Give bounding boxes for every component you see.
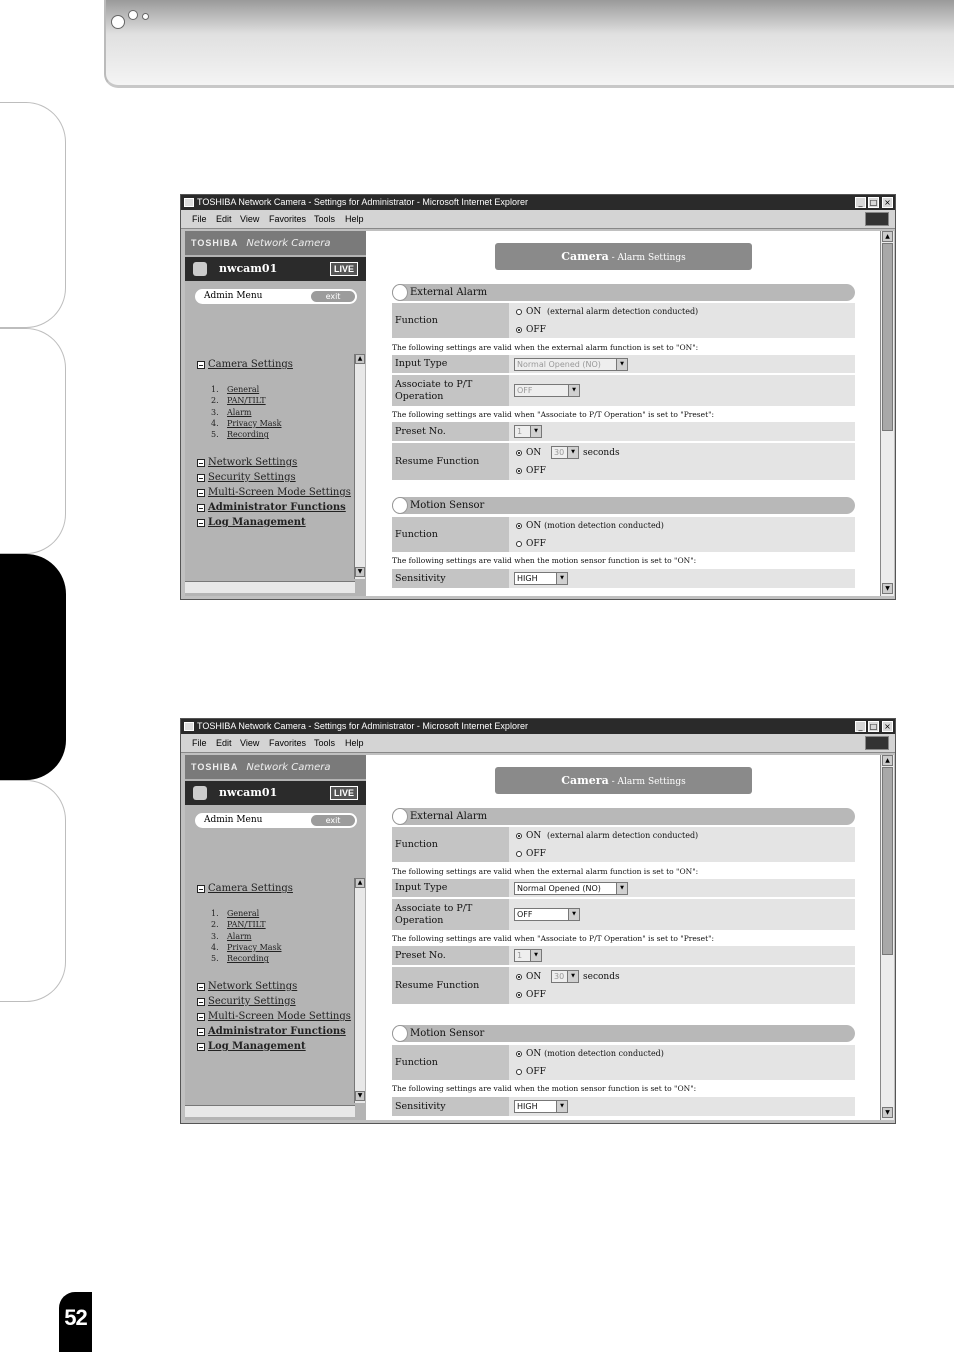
camera-name-bar [185, 781, 366, 805]
scroll-down-icon[interactable]: ▼ [355, 1091, 365, 1101]
collapse-icon[interactable] [197, 885, 205, 893]
bubble-decoration [128, 10, 138, 20]
collapse-icon[interactable] [197, 459, 205, 467]
label-preset: Preset No. [392, 422, 509, 441]
label-resume: Resume Function [392, 967, 509, 1004]
camera-icon [193, 262, 207, 276]
nav-sub-privacy-mask[interactable]: 4. Privacy Mask [211, 418, 282, 428]
dropdown-arrow-icon[interactable]: ▼ [568, 909, 579, 920]
row-sensitivity [392, 1097, 855, 1117]
section-motion-sensor: Motion Sensor [392, 1025, 855, 1042]
scroll-down-icon[interactable]: ▼ [355, 567, 365, 577]
label-input-type: Input Type [392, 879, 509, 897]
dropdown-arrow-icon[interactable]: ▼ [556, 573, 567, 584]
row-ext-function [392, 827, 855, 863]
collapse-icon[interactable] [197, 519, 205, 527]
bubble-decoration [111, 15, 125, 29]
minimize-icon[interactable]: _ [855, 197, 866, 208]
windows-logo-icon [865, 212, 889, 226]
select-assoc-pt[interactable]: OFF ▼ [514, 384, 580, 397]
radio-ext-off[interactable]: OFF [516, 849, 546, 859]
collapse-icon[interactable] [197, 504, 205, 512]
maximize-icon[interactable]: □ [869, 722, 878, 731]
label-sensitivity: Sensitivity [392, 1097, 509, 1116]
menu-edit[interactable]: Edit [216, 214, 232, 224]
collapse-icon[interactable] [197, 1013, 205, 1021]
nav-multi-screen[interactable]: Multi-Screen Mode Settings [197, 487, 351, 498]
window-titlebar [181, 195, 895, 210]
exit-button[interactable]: exit [311, 291, 355, 302]
nav-camera-settings[interactable]: Camera Settings [197, 359, 293, 370]
select-resume-seconds[interactable]: 30 ▼ [551, 970, 579, 983]
menu-edit[interactable]: Edit [216, 738, 232, 748]
content-scrollbar[interactable] [880, 755, 894, 1120]
scroll-up-icon[interactable]: ▲ [355, 878, 365, 888]
radio-icon[interactable] [516, 523, 522, 529]
section-circle-icon [392, 808, 408, 825]
nav-security-settings[interactable]: Security Settings [197, 996, 296, 1007]
label-assoc-pt: Associate to P/T Operation [392, 375, 509, 406]
menu-tools[interactable]: Tools [314, 214, 336, 224]
nav-admin-functions[interactable]: Administrator Functions [197, 502, 346, 513]
radio-icon[interactable] [516, 1069, 522, 1075]
row-assoc-pt [392, 375, 855, 407]
sidebar-scrollbar[interactable] [354, 354, 365, 579]
note-motion: The following settings are valid when the motion sensor function is set to "ON": [392, 1084, 697, 1093]
live-button[interactable]: LIVE [330, 786, 358, 800]
brand-bar [185, 755, 366, 779]
nav-log-management[interactable]: Log Management [197, 517, 306, 528]
row-preset [392, 946, 855, 966]
side-tab-active [0, 554, 66, 780]
side-tab [0, 328, 66, 554]
radio-motion-on[interactable]: ON (motion detection conducted) [516, 521, 664, 531]
nav-network-settings[interactable]: Network Settings [197, 981, 297, 992]
scroll-up-icon[interactable]: ▲ [882, 755, 893, 766]
close-icon[interactable]: × [882, 197, 893, 208]
select-resume-seconds[interactable]: 30 ▼ [551, 446, 579, 459]
nav-sub-general[interactable]: 1. General [211, 909, 260, 918]
nav-log-management[interactable]: Log Management [197, 1041, 306, 1052]
ie-app-icon [184, 722, 194, 731]
row-input-type [392, 355, 855, 374]
page-number: 52 [59, 1292, 92, 1352]
radio-icon[interactable] [516, 851, 522, 857]
radio-motion-on[interactable]: ON (motion detection conducted) [516, 1049, 664, 1059]
window-titlebar [181, 719, 895, 734]
select-sensitivity[interactable]: HIGH ▼ [514, 1100, 568, 1113]
label-assoc-pt: Associate to P/T Operation [392, 899, 509, 930]
radio-motion-off[interactable]: OFF [516, 1067, 546, 1077]
radio-ext-on[interactable]: ON (external alarm detection conducted) [516, 307, 698, 317]
sidebar-scrollbar[interactable] [354, 878, 365, 1103]
menu-view[interactable]: View [240, 214, 260, 224]
window-title: TOSHIBA Network Camera - Settings for Administrator - Microsoft Internet Explorer [197, 197, 528, 207]
section-external-alarm: External Alarm [392, 808, 855, 825]
menu-tools[interactable]: Tools [314, 738, 336, 748]
nav-security-settings[interactable]: Security Settings [197, 472, 296, 483]
side-tab [0, 102, 66, 328]
row-motion-function [392, 1045, 855, 1081]
collapse-icon[interactable] [197, 998, 205, 1006]
row-input-type [392, 879, 855, 898]
menu-file[interactable]: File [192, 214, 207, 224]
admin-sidebar [185, 755, 366, 1120]
note-preset: The following settings are valid when "Associate to P/T Operation" is set to "Preset": [392, 410, 715, 419]
nav-sub-general[interactable]: 1. General [211, 385, 260, 394]
camera-name-bar [185, 257, 366, 281]
radio-icon[interactable] [516, 992, 522, 998]
dropdown-arrow-icon[interactable]: ▼ [530, 426, 541, 437]
admin-menu-label: Admin Menu [204, 291, 263, 301]
label-input-type: Input Type [392, 355, 509, 373]
note-external-alarm: The following settings are valid when the external alarm function is set to "ON": [392, 343, 699, 352]
menu-favorites[interactable]: Favorites [269, 214, 307, 224]
radio-resume-on[interactable]: ON [516, 972, 541, 982]
label-function: Function [392, 1045, 509, 1080]
browser-window-1 [180, 194, 896, 600]
browser-window-2 [180, 718, 896, 1124]
row-resume [392, 967, 855, 1005]
dropdown-arrow-icon[interactable]: ▼ [530, 950, 541, 961]
camera-sub-list [211, 908, 282, 964]
nav-network-settings[interactable]: Network Settings [197, 457, 297, 468]
close-icon[interactable]: × [882, 721, 893, 732]
settings-content [366, 755, 880, 1120]
collapse-icon[interactable] [197, 361, 205, 369]
admin-menu-bar [195, 289, 357, 304]
select-input-type[interactable]: Normal Opened (NO) ▼ [514, 882, 628, 895]
radio-icon[interactable] [516, 309, 522, 315]
select-sensitivity[interactable]: HIGH ▼ [514, 572, 568, 585]
select-preset[interactable]: 1 ▼ [514, 949, 542, 962]
collapse-icon[interactable] [197, 1028, 205, 1036]
select-input-type[interactable]: Normal Opened (NO) ▼ [514, 358, 628, 371]
window-title: TOSHIBA Network Camera - Settings for Administrator - Microsoft Internet Explorer [197, 721, 528, 731]
product-name: Network Camera [246, 238, 331, 249]
brand-logo: TOSHIBA [191, 238, 239, 248]
section-circle-icon [392, 284, 408, 301]
select-assoc-pt[interactable]: OFF ▼ [514, 908, 580, 921]
ie-app-icon [184, 198, 194, 207]
radio-icon[interactable] [516, 450, 522, 456]
section-circle-icon [392, 497, 408, 514]
menu-bar [181, 734, 895, 753]
nav-sub-privacy-mask[interactable]: 4. Privacy Mask [211, 942, 282, 952]
sidebar-hscrollbar[interactable] [185, 581, 355, 593]
nav-sub-recording[interactable]: 5. Recording [211, 430, 269, 440]
nav-sub-pan-tilt[interactable]: 2. PAN/TILT [211, 920, 266, 930]
collapse-icon[interactable] [197, 474, 205, 482]
seconds-label: seconds [583, 972, 620, 982]
row-motion-function [392, 517, 855, 553]
sidebar-hscrollbar[interactable] [185, 1105, 355, 1117]
scroll-up-icon[interactable]: ▲ [355, 354, 365, 364]
settings-content [366, 231, 880, 596]
dropdown-arrow-icon[interactable]: ▼ [616, 883, 627, 894]
header-band [104, 0, 954, 88]
nav-camera-settings[interactable]: Camera Settings [197, 883, 293, 894]
radio-resume-on[interactable]: ON [516, 448, 541, 458]
page-title: Camera - Alarm Settings [495, 767, 752, 794]
select-preset[interactable]: 1 ▼ [514, 425, 542, 438]
radio-motion-off[interactable]: OFF [516, 539, 546, 549]
camera-sub-list [211, 384, 282, 440]
nav-sub-alarm[interactable]: 3. Alarm [211, 931, 252, 941]
radio-icon[interactable] [516, 541, 522, 547]
section-circle-icon [392, 1025, 408, 1042]
product-name: Network Camera [246, 762, 331, 773]
radio-resume-off[interactable]: OFF [516, 990, 546, 1000]
admin-menu-bar [195, 813, 357, 828]
label-preset: Preset No. [392, 946, 509, 965]
scroll-down-icon[interactable]: ▼ [882, 1107, 893, 1118]
dropdown-arrow-icon[interactable]: ▼ [568, 385, 579, 396]
live-button[interactable]: LIVE [330, 262, 358, 276]
menu-file[interactable]: File [192, 738, 207, 748]
nav-sub-recording[interactable]: 5. Recording [211, 954, 269, 964]
dropdown-arrow-icon[interactable]: ▼ [556, 1101, 567, 1112]
collapse-icon[interactable] [197, 1043, 205, 1051]
label-function: Function [392, 827, 509, 862]
scroll-down-icon[interactable]: ▼ [882, 583, 893, 594]
radio-resume-off[interactable]: OFF [516, 466, 546, 476]
menu-bar [181, 210, 895, 229]
row-assoc-pt [392, 899, 855, 931]
radio-ext-on[interactable]: ON (external alarm detection conducted) [516, 831, 698, 841]
menu-favorites[interactable]: Favorites [269, 738, 307, 748]
brand-logo: TOSHIBA [191, 762, 239, 772]
camera-name: nwcam01 [219, 262, 278, 275]
collapse-icon[interactable] [197, 489, 205, 497]
note-preset: The following settings are valid when "Associate to P/T Operation" is set to "Preset": [392, 934, 715, 943]
side-tab [0, 780, 66, 1002]
camera-name: nwcam01 [219, 786, 278, 799]
brand-bar [185, 231, 366, 255]
radio-icon[interactable] [516, 1051, 522, 1057]
label-resume: Resume Function [392, 443, 509, 480]
section-external-alarm: External Alarm [392, 284, 855, 301]
radio-ext-off[interactable]: OFF [516, 325, 546, 335]
dropdown-arrow-icon[interactable]: ▼ [567, 447, 578, 458]
scroll-thumb[interactable] [882, 243, 893, 431]
nav-sub-alarm[interactable]: 3. Alarm [211, 407, 252, 417]
row-resume [392, 443, 855, 481]
note-motion: The following settings are valid when the motion sensor function is set to "ON": [392, 556, 697, 565]
row-preset [392, 422, 855, 442]
admin-sidebar [185, 231, 366, 596]
scroll-up-icon[interactable]: ▲ [882, 231, 893, 242]
label-function: Function [392, 303, 509, 338]
label-function: Function [392, 517, 509, 552]
nav-multi-screen[interactable]: Multi-Screen Mode Settings [197, 1011, 351, 1022]
seconds-label: seconds [583, 448, 620, 458]
radio-icon[interactable] [516, 327, 522, 333]
dropdown-arrow-icon[interactable]: ▼ [616, 359, 627, 370]
section-motion-sensor: Motion Sensor [392, 497, 855, 514]
page-title: Camera - Alarm Settings [495, 243, 752, 270]
row-sensitivity [392, 569, 855, 589]
exit-button[interactable]: exit [311, 815, 355, 826]
minimize-icon[interactable]: _ [855, 721, 866, 732]
bubble-decoration [142, 13, 149, 20]
nav-sub-pan-tilt[interactable]: 2. PAN/TILT [211, 396, 266, 406]
windows-logo-icon [865, 736, 889, 750]
camera-icon [193, 786, 207, 800]
nav-admin-functions[interactable]: Administrator Functions [197, 1026, 346, 1037]
maximize-icon[interactable]: □ [869, 198, 878, 207]
radio-icon[interactable] [516, 974, 522, 980]
dropdown-arrow-icon[interactable]: ▼ [567, 971, 578, 982]
menu-view[interactable]: View [240, 738, 260, 748]
menu-help[interactable]: Help [345, 738, 364, 748]
scroll-thumb[interactable] [882, 767, 893, 955]
row-ext-function [392, 303, 855, 339]
radio-icon[interactable] [516, 833, 522, 839]
label-sensitivity: Sensitivity [392, 569, 509, 588]
content-scrollbar[interactable] [880, 231, 894, 596]
admin-menu-label: Admin Menu [204, 815, 263, 825]
note-external-alarm: The following settings are valid when the external alarm function is set to "ON": [392, 867, 699, 876]
menu-help[interactable]: Help [345, 214, 364, 224]
radio-icon[interactable] [516, 468, 522, 474]
collapse-icon[interactable] [197, 983, 205, 991]
